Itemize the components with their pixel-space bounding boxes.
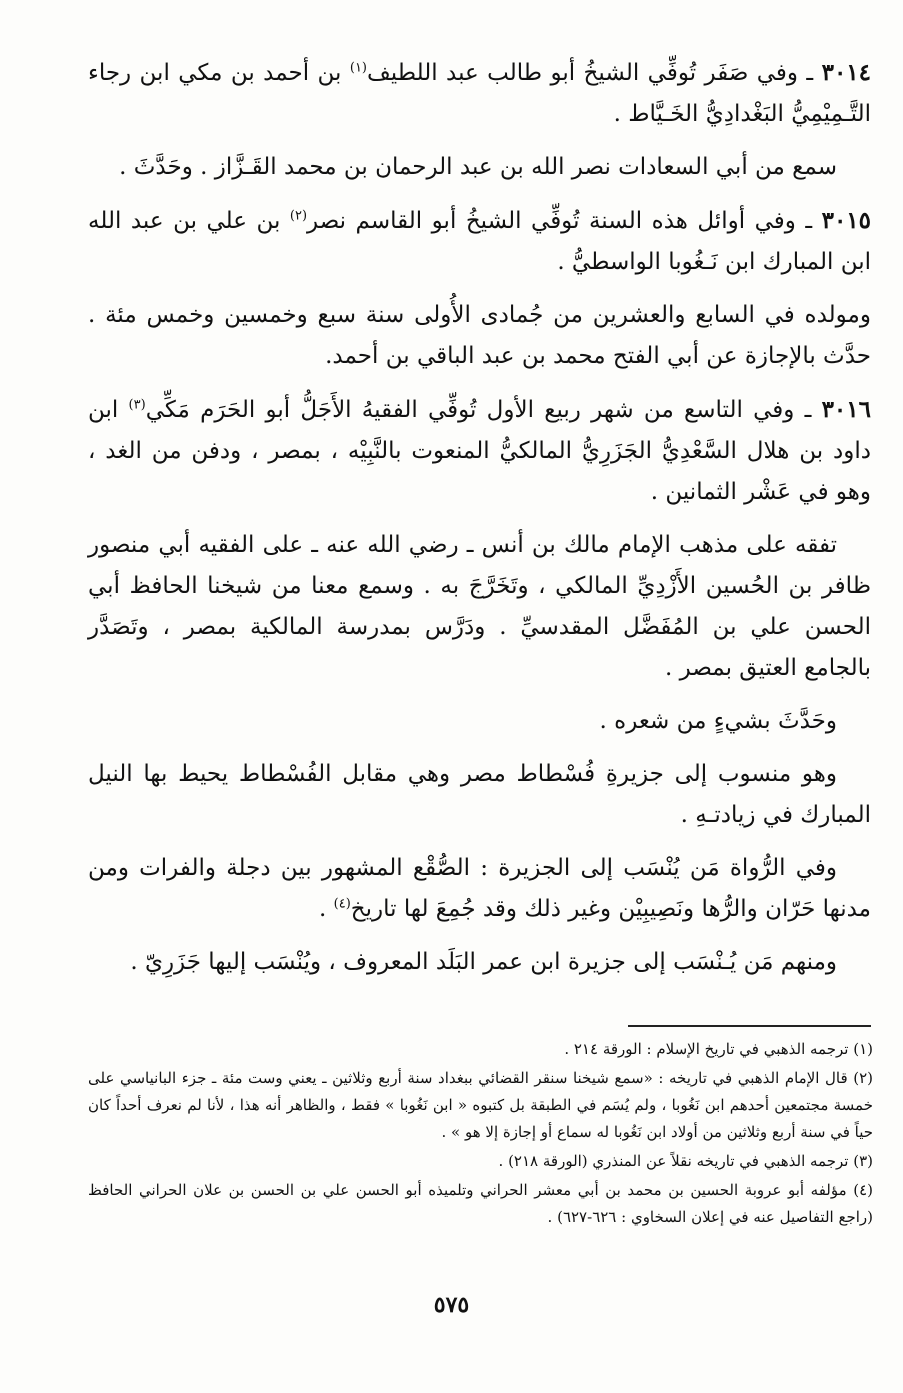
footnote-2: (٢) قال الإمام الذهبي في تاريخه : «سمع شيخنا سنقر القضائي ببغداد سنة أربع وثلاثين ـ يعني وست مئة ـ جزء البانياسي على خمسة مجتمعين أحدهم ابن نَغُوبا ، ولم يُسَم في الطبقة بل كتبوه « ابن نَغُوبا » فقط ، والظاهر أنه هذا ، لأنا لم نعرف أحداً كان حياً في سنة أربع وثلاثين من أولاد ابن نَغُوبا له سماع أو إجازة إلا هو » . (88, 1069, 873, 1141)
entry-3014-body (88, 147, 871, 188)
paragraph-text: وحَدَّثَ بشيءٍ من شعره . (599, 708, 837, 734)
entry-3016-paragraph (88, 754, 871, 836)
paragraph-text: وفي الرُّواة مَن يُنْسَب إلى الجزيرة : الصُّقْع المشهور بين دجلة والفرات ومن مدنها حَرّان والرُّها ونَصِيبِيْن وغير ذلك وقد جُمِعَ لها تاريخ (88, 855, 871, 922)
entry-3016-paragraph (88, 701, 871, 742)
entry-text-continued: بن أحمد بن مكي ابن رجاء التَّـمِيْمِيُّ البَغْدادِيُّ الخَـيَّاط . (88, 60, 871, 127)
entry-text: ـ وفي صَفَر تُوفِّي الشيخُ أبو طالب عبد اللطيف (367, 60, 814, 86)
entry-3016-paragraph (88, 942, 871, 983)
entry-3016-heading (88, 389, 871, 513)
footnote-marker[interactable]: (٤) (333, 896, 351, 912)
entry-text: ـ وفي أوائل هذه السنة تُوفِّي الشيخُ أبو القاسم نصر (307, 208, 813, 234)
footnote-3: (٣) ترجمه الذهبي في تاريخه نقلاً عن المنذري (الورقة ٢١٨) . (498, 1152, 873, 1170)
paragraph-text: ومنهم مَن يُـنْسَب إلى جزيرة ابن عمر البَلَد المعروف ، ويُنْسَب إليها جَزَرِيّ . (130, 949, 837, 975)
paragraph-text: ومولده في السابع والعشرين من جُمادى الأُولى سنة سبع وخمسين وخمس مئة . حدَّث بالإجازة عن أبي الفتح محمد بن عبد الباقي بن أحمد. (88, 302, 871, 369)
footnote-divider (628, 1025, 871, 1027)
footnote-4: (٤) مؤلفه أبو عروبة الحسين بن محمد بن أبي معشر الحراني وتلميذه أبو الحسن علي بن الحسن بن علان الحراني الحافظ (راجع التفاصيل عنه في إعلان السخاوي : ٦٢٦-٦٢٧) . (88, 1181, 873, 1226)
footnote-marker[interactable]: (١) (349, 60, 367, 76)
entry-text-continued: ابن داود بن هلال السَّعْدِيُّ الجَزَرِيُّ المالكيُّ المنعوت بالنَّبِيْه ، بمصر ، ودفن من الغد ، وهو في عَشْر الثمانين . (88, 397, 871, 505)
paragraph-text: وهو منسوب إلى جزيرةِ فُسْطاط مصر وهي مقابل الفُسْطاط يحيط بها النيل المبارك في زيادتـهِ . (88, 761, 871, 828)
entry-number: ٣٠١٦ (821, 396, 871, 423)
entry-3016-paragraph (88, 525, 871, 689)
entry-text-continued: بن علي بن عبد الله ابن المبارك ابن نَـغُوبا الواسطيُّ . (88, 208, 871, 275)
entry-3015-body (88, 295, 871, 377)
entry-number: ٣٠١٥ (821, 207, 872, 234)
entry-3015-heading (88, 200, 871, 283)
entry-3014-heading (88, 52, 871, 135)
paragraph-text: سمع من أبي السعادات نصر الله بن عبد الرحمان بن محمد القَـزَّاز . وحَدَّثَ . (119, 154, 837, 180)
paragraph-text: تفقه على مذهب الإمام مالك بن أنس ـ رضي الله عنه ـ على الفقيه أبي منصور ظافر بن الحُسين الأَزْدِيِّ المالكي ، وتَخَرَّجَ به . وسمع معنا من شيخنا الحافظ أبي الحسن علي بن المُفَضَّل المقدسيِّ . ودَرَّس بمدرسة المالكية بمصر ، وتَصَدَّر بالجامع العتيق بمصر . (88, 532, 871, 681)
footnote-marker[interactable]: (٣) (128, 397, 146, 413)
paragraph-text-continued: . (319, 896, 334, 922)
footnote-marker[interactable]: (٢) (289, 208, 308, 224)
footnote-1: (١) ترجمه الذهبي في تاريخ الإسلام : الورقة ٢١٤ . (564, 1040, 873, 1058)
entry-3016-paragraph (88, 848, 871, 930)
entry-number: ٣٠١٤ (821, 59, 872, 86)
footnotes (88, 1036, 873, 1233)
page-number: ٥٧٥ (433, 1292, 470, 1318)
entry-text: ـ وفي التاسع من شهر ربيع الأول تُوفِّي الفقيهُ الأَجَلُّ أبو الحَرَم مَكِّي (145, 397, 812, 423)
main-text (88, 52, 871, 995)
